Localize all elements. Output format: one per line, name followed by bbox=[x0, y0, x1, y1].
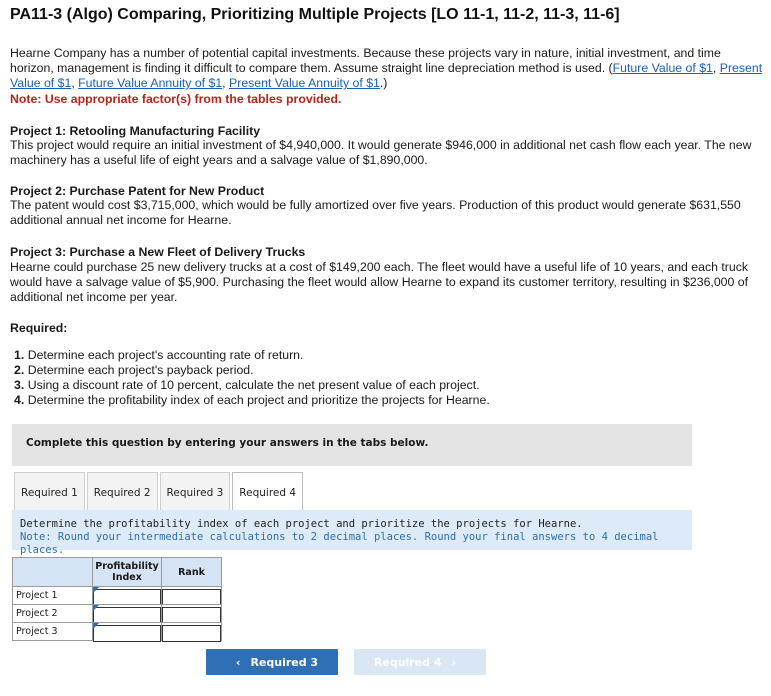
tab-required-1[interactable]: Required 1 bbox=[14, 472, 85, 510]
factor-note: Note: Use appropriate factor(s) from the tables provided. bbox=[10, 92, 342, 106]
page-title: PA11-3 (Algo) Comparing, Prioritizing Multiple Projects [LO 11-1, 11-2, 11-3, 11-6] bbox=[10, 6, 620, 23]
pi-input-project-3[interactable] bbox=[93, 625, 161, 642]
rank-input-cell bbox=[161, 622, 222, 641]
flag-icon bbox=[93, 623, 99, 629]
chevron-left-icon: ‹ bbox=[235, 655, 241, 669]
table-corner bbox=[12, 557, 93, 587]
panel-text: Determine the profitability index of each project and prioritize the projects for Hearne. bbox=[20, 518, 583, 530]
rank-input-cell bbox=[161, 586, 222, 605]
link-future-value[interactable]: Future Value of $1 bbox=[612, 61, 713, 75]
pi-input-cell bbox=[92, 586, 162, 605]
chevron-right-icon: › bbox=[451, 655, 457, 669]
tab-required-2[interactable]: Required 2 bbox=[87, 472, 158, 510]
rank-input-cell bbox=[161, 604, 222, 623]
project-1-text: This project would require an initial investment of $4,940,000. It would generate $946,000 in additional net cash flow each year. The new machinery has a useful life of eight years and a salvage value of $1,890,000. bbox=[10, 138, 752, 167]
tab-panel-instructions bbox=[12, 510, 692, 556]
row-label-project-3: Project 3 bbox=[12, 622, 93, 641]
project-2-text: The patent would cost $3,715,000, which would be fully amortized over five years. Production of this product would generate $631,550 additional annual net income for Hearne. bbox=[10, 198, 741, 227]
intro-paragraph: Hearne Company has a number of potential capital investments. Because these projects vary in nature, initial investment, and time horizon, management is finding it difficult to compare them. Assume straight line depreciation method is used. (Future Value of $1, Present Value of $1, Future Value Annuity of $1, Present Value Annuity of $1.) bbox=[10, 46, 763, 90]
tab-required-4[interactable]: Required 4 bbox=[232, 472, 303, 510]
requirement-item: 3. Using a discount rate of 10 percent, calculate the net present value of each project. bbox=[14, 378, 480, 392]
flag-icon bbox=[93, 605, 99, 611]
panel-note: Note: Round your intermediate calculations to 2 decimal places. Round your final answers to 4 decimal places. bbox=[20, 531, 659, 556]
project-2-heading: Project 2: Purchase Patent for New Product bbox=[10, 184, 265, 198]
project-3-heading: Project 3: Purchase a New Fleet of Delivery Trucks bbox=[10, 245, 306, 259]
flag-icon bbox=[93, 587, 99, 593]
row-label-project-1: Project 1 bbox=[12, 586, 93, 605]
requirement-item: 2. Determine each project's payback period. bbox=[14, 363, 254, 377]
project-3-text: Hearne could purchase 25 new delivery trucks at a cost of $149,200 each. The fleet would have a useful life of 10 years, and each truck would have a salvage value of $5,900. Purchasing the fleet would allow Hearne to expand its customer territory, resulting in $236,000 of additional net income per year. bbox=[10, 260, 749, 304]
prev-button-label: Required 3 bbox=[250, 655, 319, 669]
header-profitability-index: Profitability Index bbox=[92, 557, 162, 587]
link-future-value-annuity[interactable]: Future Value Annuity of $1 bbox=[78, 76, 223, 90]
requirements-list bbox=[14, 348, 490, 408]
required-heading: Required: bbox=[10, 321, 68, 335]
row-label-project-2: Project 2 bbox=[12, 604, 93, 623]
prev-required-3-button[interactable] bbox=[206, 649, 338, 675]
tab-required-3[interactable]: Required 3 bbox=[160, 472, 231, 510]
next-required-4-button[interactable] bbox=[354, 649, 486, 675]
requirement-item: 4. Determine the profitability index of each project and prioritize the projects for Hearne. bbox=[14, 393, 490, 407]
project-1-heading: Project 1: Retooling Manufacturing Facility bbox=[10, 124, 261, 138]
header-rank: Rank bbox=[161, 557, 222, 587]
requirement-item: 1. Determine each project's accounting rate of return. bbox=[14, 348, 304, 362]
intro-text: Hearne Company has a number of potential capital investments. Because these projects vary in nature, initial investment, and time horizon, management is finding it difficult to compare them. Assume straight line depreciation method is used. ( bbox=[10, 46, 721, 75]
pi-input-cell bbox=[92, 604, 162, 623]
rank-input-project-3[interactable] bbox=[162, 625, 221, 642]
pi-input-cell bbox=[92, 622, 162, 641]
tab-bar bbox=[14, 472, 305, 510]
instruction-box: Complete this question by entering your answers in the tabs below. bbox=[12, 424, 692, 466]
next-button-label: Required 4 bbox=[373, 655, 442, 669]
link-present-value-annuity[interactable]: Present Value Annuity of $1 bbox=[229, 76, 380, 90]
link-present-value[interactable]: Present Value of $1 bbox=[10, 61, 763, 90]
